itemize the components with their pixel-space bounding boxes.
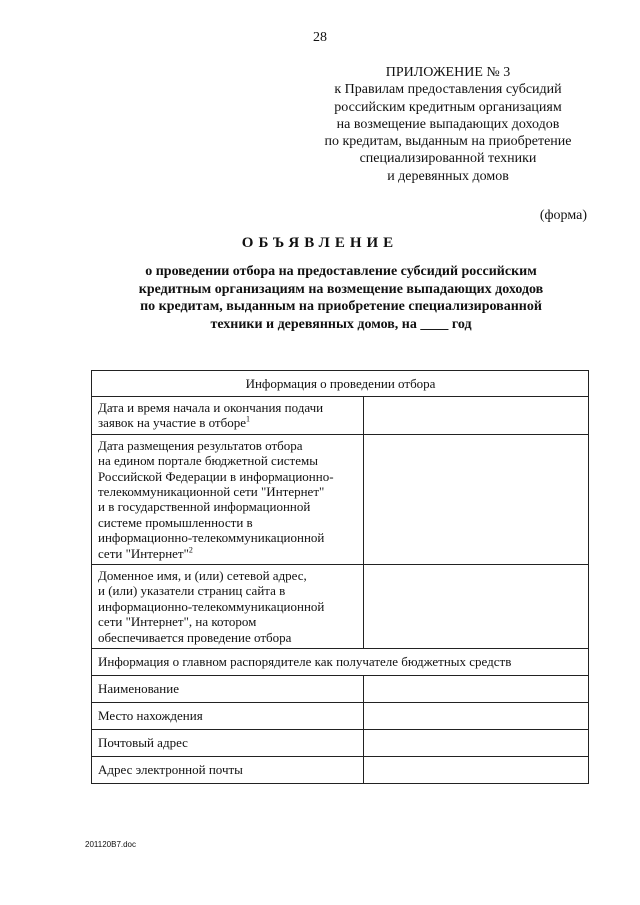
subtitle-line: кредитным организациям на возмещение выпадающих доходов	[138, 281, 544, 297]
info-table	[91, 370, 589, 784]
row-value-results-date[interactable]	[364, 434, 589, 564]
row-label-results-date: Дата размещения результатов отбора на едином портале бюджетной системы Российской Федерации в информационно- телекоммуникационной сети "Интернет" и в государственной информационной системе промышленности в информационно-телекоммуникационной сети "Интернет"$^2$	[92, 434, 364, 564]
row-label-name: Наименование	[92, 676, 364, 703]
appendix-line: по кредитам, выданным на приобретение	[324, 134, 572, 150]
row-value-location[interactable]	[364, 703, 589, 730]
appendix-header	[298, 64, 598, 185]
subtitle-line: о проведении отбора на предоставление субсидий российским	[145, 264, 537, 279]
row-label-email: Адрес электронной почты	[92, 757, 364, 784]
table-row	[92, 757, 589, 784]
table-row	[92, 730, 589, 757]
subtitle-line: по кредитам, выданным на приобретение специализированной	[140, 299, 542, 315]
appendix-line: и деревянных домов	[387, 168, 509, 184]
page-number: 28	[313, 30, 327, 45]
section-header-distributor: Информация о главном распорядителе как получателе бюджетных средств	[92, 649, 589, 676]
footnote-marker: 1	[246, 415, 250, 425]
row-value-email[interactable]	[364, 757, 589, 784]
section-header-selection: Информация о проведении отбора	[92, 371, 589, 397]
subtitle-line: техники и деревянных домов, на ____ год	[210, 316, 472, 332]
document-subtitle	[90, 263, 592, 333]
row-label-location: Место нахождения	[92, 703, 364, 730]
form-label: (форма)	[539, 208, 587, 223]
appendix-line: к Правилам предоставления субсидий	[334, 82, 562, 98]
row-value-dates[interactable]	[364, 397, 589, 435]
table-row	[92, 397, 589, 435]
table-row	[92, 434, 589, 564]
table-section-header	[92, 649, 589, 676]
document-title: ОБЪЯВЛЕНИЕ	[241, 235, 399, 251]
row-value-postal[interactable]	[364, 730, 589, 757]
row-value-name[interactable]	[364, 676, 589, 703]
table-row	[92, 676, 589, 703]
appendix-line: российским кредитным организациям	[334, 99, 562, 115]
row-label-dates: Дата и время начала и окончания подачи заявок на участие в отборе$^1$	[92, 397, 364, 435]
appendix-title: ПРИЛОЖЕНИЕ № 3	[385, 65, 511, 80]
appendix-line: на возмещение выпадающих доходов	[336, 116, 560, 132]
row-label-domain: Доменное имя, и (или) сетевой адрес, и (или) указатели страниц сайта в информационно-телекоммуникационной сети "Интернет", на котором обеспечивается проведение отбора	[92, 565, 364, 649]
table-section-header	[92, 371, 589, 397]
row-value-domain[interactable]	[364, 565, 589, 649]
footnote-marker: 2	[188, 545, 193, 555]
table-row	[92, 565, 589, 649]
appendix-line: специализированной техники	[359, 151, 537, 167]
row-label-postal: Почтовый адрес	[92, 730, 364, 757]
table-row	[92, 703, 589, 730]
footer-file-code: 201120В7.doc	[85, 840, 137, 849]
